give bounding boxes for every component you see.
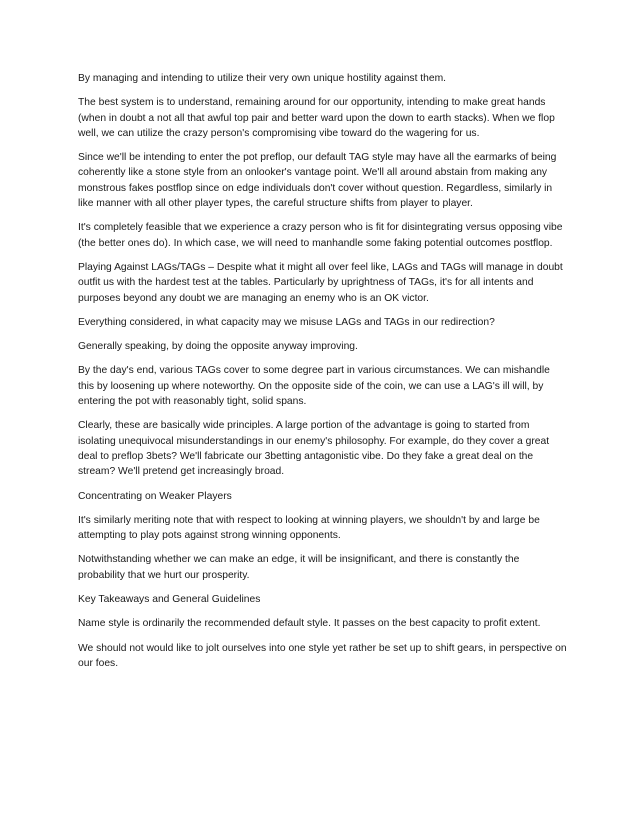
paragraph-9: Clearly, these are basically wide principles. A large portion of the advantage is going to started from isolating unequivocal misunderstandings in our enemy's philosophy. For example, do they cover a great deal to preflop 3bets? We'll fabricate our 3betting antagonistic vibe. Do they fake a great deal on the stream? We'll pretend get increasingly broad. — [78, 420, 550, 478]
paragraph-3: Since we'll be intending to enter the pot preflop, our default TAG style may have all the earmarks of being coherently like a stone style from an onlooker's vantage point. We'll all around abstain from making any monstrous fakes postflop since on edge individuals don't cover without question. Regardless, similarly in like manner with all other player types, the careful structure shifts from player to player. — [78, 152, 557, 210]
section-heading-key-takeaways: Key Takeaways and General Guidelines — [78, 594, 261, 606]
document-page — [78, 71, 568, 680]
paragraph-14: Name style is ordinarily the recommended default style. It passes on the best capacity to profit extent. — [78, 618, 541, 630]
paragraph-11: It's similarly meriting note that with respect to looking at winning players, we shouldn't by and large be attempting to play pots against strong winning opponents. — [78, 514, 540, 542]
paragraph-2: The best system is to understand, remaining around for our opportunity, intending to make great hands (when in doubt a not all that awful top pair and better ward upon the down to earth stacks). When we flop well, we can utilize the crazy person's compromising vibe toward do the wagering for us. — [78, 97, 555, 139]
paragraph-8: By the day's end, various TAGs cover to some degree part in various circumstances. We can mishandle this by loosening up where noteworthy. On the opposite side of the coin, we can use a LAG's ill will, by entering the pot with reasonably tight, solid spans. — [78, 365, 550, 408]
paragraph-4: It's completely feasible that we experience a crazy person who is fit for disintegrating versus opposing vibe (the better ones do). In which case, we will need to manhandle some faking potential outcomes postflop. — [78, 222, 563, 249]
paragraph-12: Notwithstanding whether we can make an edge, it will be insignificant, and there is constantly the probability that we hurt our prosperity. — [78, 554, 520, 581]
section-heading-weaker-players: Concentrating on Weaker Players — [78, 490, 232, 502]
paragraph-1: By managing and intending to utilize their very own unique hostility against them. — [78, 73, 447, 84]
paragraph-15: We should not would like to jolt ourselves into one style yet rather be set up to shift gears, in perspective on our foes. — [78, 642, 567, 669]
paragraph-6: Everything considered, in what capacity may we misuse LAGs and TAGs in our redirection? — [78, 316, 495, 328]
paragraph-7: Generally speaking, by doing the opposite anyway improving. — [78, 341, 358, 353]
paragraph-5: Playing Against LAGs/TAGs – Despite what it might all over feel like, LAGs and TAGs will manage in doubt outfit us with the hardest test at the tables. Particularly by uprightness of TAGs, it's for all intents and purposes beyond any doubt we are managing an enemy who is an OK victor. — [78, 261, 563, 304]
